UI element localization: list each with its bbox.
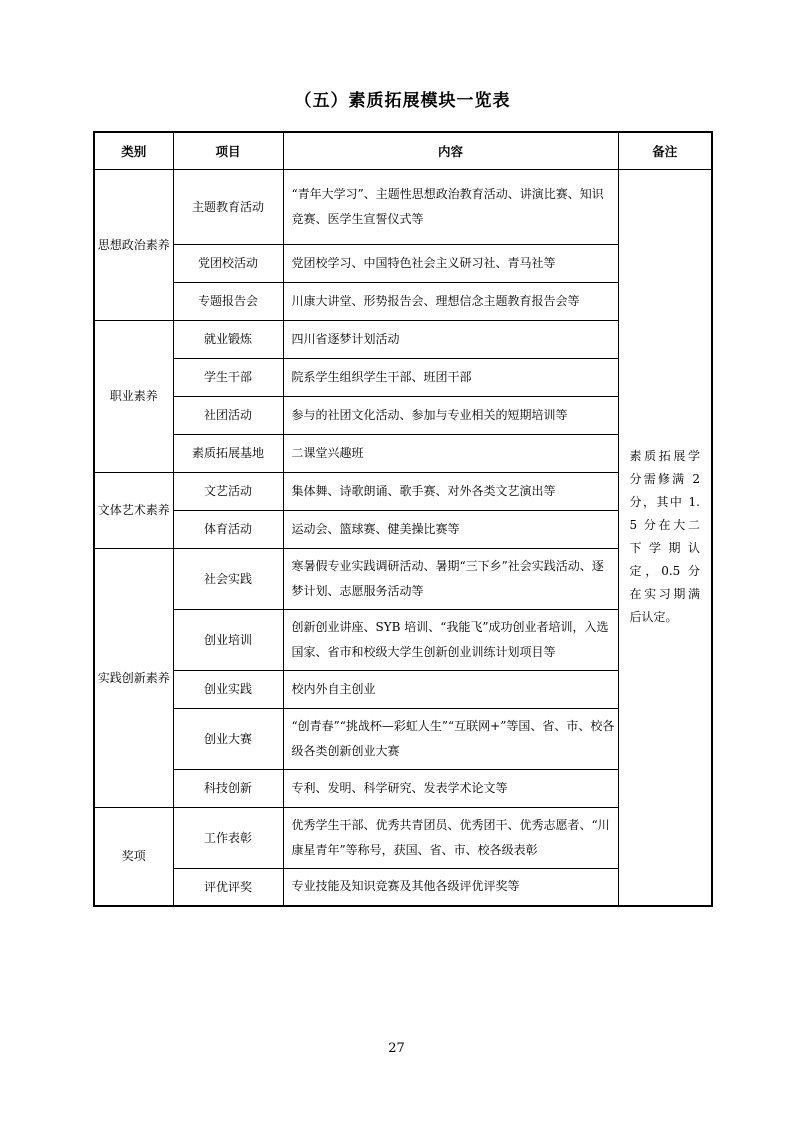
- category-cell-awards: 奖项: [94, 807, 173, 906]
- project-cell: 主题教育活动: [173, 169, 283, 244]
- project-cell: 创业培训: [173, 609, 283, 670]
- page-title: （五）素质拓展模块一览表: [294, 91, 511, 111]
- quality-development-table: [93, 131, 713, 907]
- table-row: [94, 169, 712, 244]
- project-cell: 专题报告会: [173, 282, 283, 320]
- content-cell: 川康大讲堂、形势报告会、理想信念主题教育报告会等: [283, 282, 618, 320]
- project-cell: 社团活动: [173, 396, 283, 434]
- content-cell: 二课堂兴趣班: [283, 434, 618, 472]
- project-cell: 创业实践: [173, 670, 283, 708]
- project-cell: 就业锻炼: [173, 320, 283, 358]
- content-cell: 专利、发明、科学研究、发表学术论文等: [283, 769, 618, 807]
- category-cell-ideology: 思想政治素养: [94, 169, 173, 320]
- content-cell: 寒暑假专业实践调研活动、暑期“三下乡”社会实践活动、逐梦计划、志愿服务活动等: [283, 548, 618, 609]
- category-cell-practice-innovation: 实践创新素养: [94, 548, 173, 807]
- content-cell: 创新创业讲座、SYB 培训、“我能飞”成功创业者培训，入选国家、省市和校级大学生创新创业训练计划项目等: [283, 609, 618, 670]
- project-cell: 科技创新: [173, 769, 283, 807]
- content-cell: 集体舞、诗歌朗诵、歌手赛、对外各类文艺演出等: [283, 472, 618, 510]
- project-cell: 党团校活动: [173, 244, 283, 282]
- project-cell: 评优评奖: [173, 868, 283, 906]
- content-cell: 院系学生组织学生干部、班团干部: [283, 358, 618, 396]
- project-cell: 文艺活动: [173, 472, 283, 510]
- page-number: 27: [388, 1041, 405, 1056]
- content-cell: 参与的社团文化活动、参加与专业相关的短期培训等: [283, 396, 618, 434]
- project-cell: 体育活动: [173, 510, 283, 548]
- table-header-row: [94, 132, 712, 169]
- content-cell: 校内外自主创业: [283, 670, 618, 708]
- content-cell: “创青春”“挑战杯—彩虹人生”“互联网+”等国、省、市、校各级各类创新创业大赛: [283, 708, 618, 769]
- header-cell-category: 类别: [94, 132, 173, 169]
- content-cell: 党团校学习、中国特色社会主义研习社、青马社等: [283, 244, 618, 282]
- remark-cell: 素质拓展学分需修满 2 分，其中 1.5 分在大二下学期认定，0.5 分在实习期满后认定。: [618, 169, 712, 906]
- header-cell-remark: 备注: [618, 132, 712, 169]
- project-cell: 创业大赛: [173, 708, 283, 769]
- content-cell: 专业技能及知识竞赛及其他各级评优评奖等: [283, 868, 618, 906]
- content-cell: 运动会、篮球赛、健美操比赛等: [283, 510, 618, 548]
- project-cell: 学生干部: [173, 358, 283, 396]
- category-cell-career: 职业素养: [94, 320, 173, 472]
- content-cell: “青年大学习”、主题性思想政治教育活动、讲演比赛、知识竞赛、医学生宣誓仪式等: [283, 169, 618, 244]
- header-cell-content: 内容: [283, 132, 618, 169]
- content-cell: 优秀学生干部、优秀共青团员、优秀团干、优秀志愿者、“川康星青年”等称号，获国、省、市、校各级表彰: [283, 807, 618, 868]
- project-cell: 社会实践: [173, 548, 283, 609]
- project-cell: 工作表彰: [173, 807, 283, 868]
- project-cell: 素质拓展基地: [173, 434, 283, 472]
- category-cell-arts-sports: 文体艺术素养: [94, 472, 173, 548]
- content-cell: 四川省逐梦计划活动: [283, 320, 618, 358]
- header-cell-project: 项目: [173, 132, 283, 169]
